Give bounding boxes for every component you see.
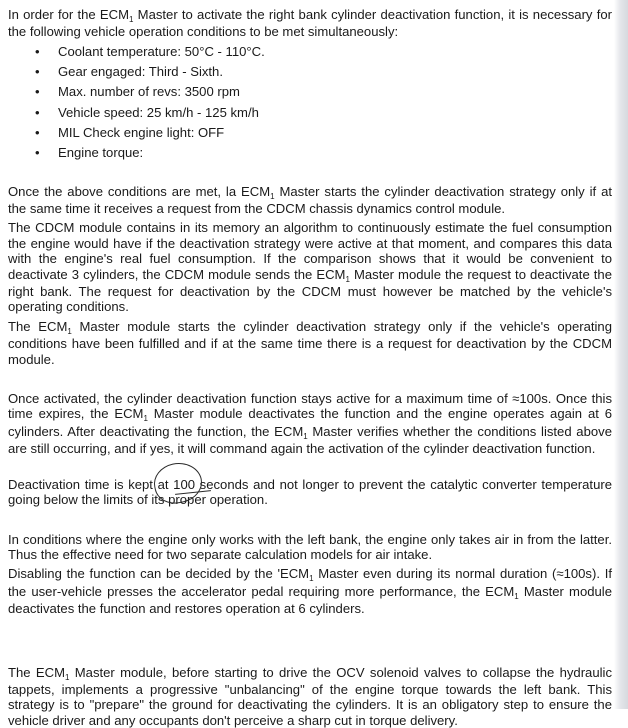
bullet-icon: • bbox=[35, 125, 40, 140]
paragraph-left-bank-air: In conditions where the engine only works with the left bank, the engine only takes air in from the latter. Thus the effective need for two separate calculation models for air intake. bbox=[8, 531, 612, 562]
condition-item: • Max. number of revs: 3500 rpm bbox=[35, 84, 240, 100]
bullet-icon: • bbox=[35, 64, 40, 80]
paragraph-strategy-start: The $ECM_1$ Master module starts the cylinder deactivation strategy only if the vehicle's operating conditions have been fulfilled and if at the same time there is a request for deactivation by the CDCM module. bbox=[8, 318, 612, 367]
paragraph-cdcm-algorithm: The CDCM module contains in its memory an algorithm to continuously estimate the fuel consumption the engine would have if the deactivation strategy were active at that moment, and compares this data with the engine's real fuel consumption. If the comparison shows that it would be convenient to deactivate 3 cylinders, the CDCM module sends the $ECM_1$ Master module the request to deactivate the right bank. The request for deactivation by the CDCM must however be matched by the vehicle's operating conditions. bbox=[8, 220, 612, 315]
paragraph-cdcm-request: Once the above conditions are met, la $ECM_1$ Master starts the cylinder deactivation strategy only if at the same time it receives a request from the CDCM chassis dynamics control module. bbox=[8, 183, 612, 216]
conditions-list bbox=[8, 44, 612, 166]
condition-item: • Engine torque: bbox=[35, 145, 144, 161]
paragraph-torque-unbalancing: The $ECM_1$ Master module, before starting to drive the OCV solenoid valves to collapse the hydraulic tappets, implements a progressive "unbalancing" of the engine torque towards the left bank. This strategy is to "prepare" the ground for deactivating the cylinders. It is an obligatory step to ensure the vehicle driver and any occupants don't perceive a sharp cut in torque delivery. bbox=[8, 664, 612, 728]
bullet-icon: • bbox=[35, 145, 40, 161]
condition-item: • MIL Check engine light: OFF bbox=[35, 125, 225, 140]
intro-paragraph: In order for the $ECM_1$ Master to activate the right bank cylinder deactivation function, it is necessary for the following vehicle operation conditions to be met simultaneously: bbox=[8, 7, 612, 40]
condition-item: • Coolant temperature: 50°C - 110°C. bbox=[35, 43, 265, 59]
bullet-icon: • bbox=[35, 104, 40, 120]
bullet-icon: • bbox=[35, 43, 40, 59]
scan-edge-shadow bbox=[614, 0, 628, 709]
paragraph-deactivation-time: Deactivation time is kept at 100 seconds and not longer to prevent the catalytic converter temperature going below the limits of its proper operation. bbox=[8, 476, 612, 508]
document-page bbox=[8, 0, 612, 728]
bullet-icon: • bbox=[35, 84, 40, 100]
condition-item: • Vehicle speed: 25 km/h - 125 km/h bbox=[35, 104, 259, 120]
paragraph-activation-duration: Once activated, the cylinder deactivation function stays active for a maximum time of ≈100s. Once this time expires, the $ECM_1$ Master module deactivates the function and the engine operates again at 6 cylinders. After deactivating the function, the $ECM_1$ Master verifies whether the conditions listed above are still occurring, and if yes, it will command again the activation of the cylinder deactivation function. bbox=[8, 391, 612, 457]
paragraph-disabling-function: Disabling the function can be decided by the '$ECM_1$ Master even during its normal duration (≈100s). If the user-vehicle presses the accelerator pedal requiring more performance, the $ECM_1$ Master module deactivates the function and restores operation at 6 cylinders. bbox=[8, 566, 612, 617]
condition-item: • Gear engaged: Third - Sixth. bbox=[35, 64, 223, 80]
